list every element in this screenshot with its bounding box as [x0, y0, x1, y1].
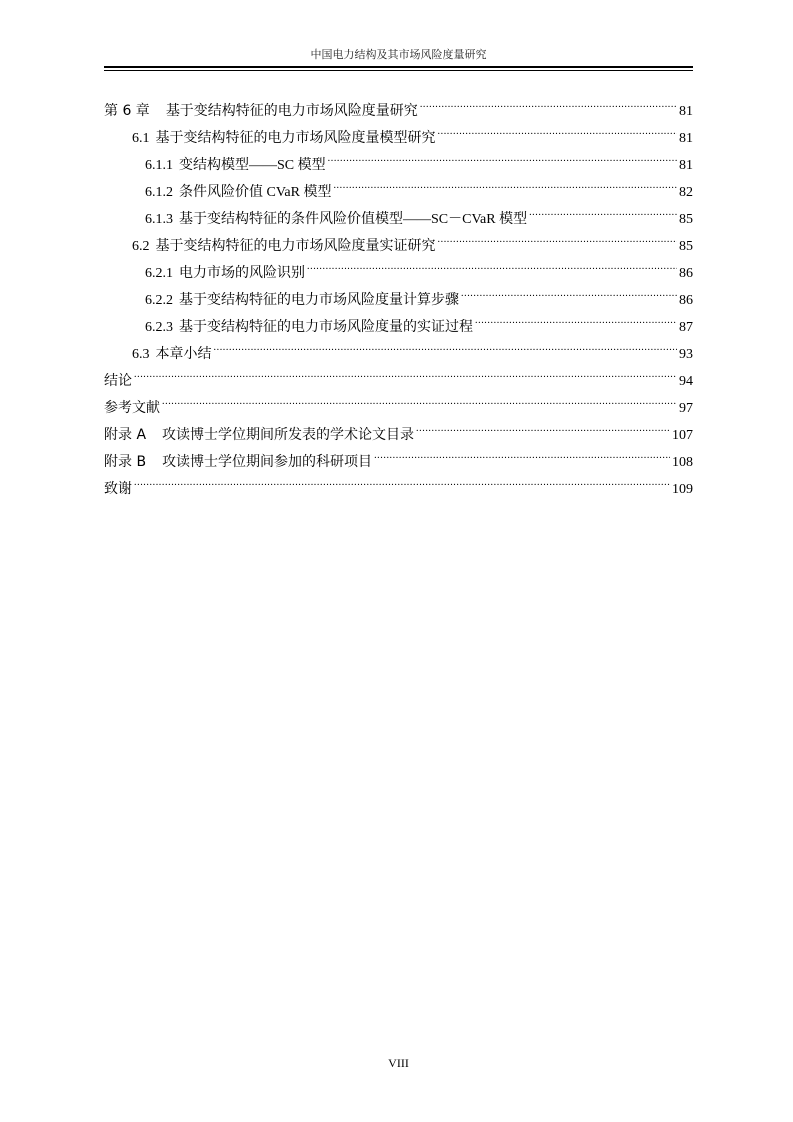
toc-entry-title: 参考文献 — [104, 400, 160, 416]
toc-entry[interactable] — [104, 88, 693, 119]
table-of-contents — [104, 88, 693, 497]
toc-leader-dots — [328, 142, 677, 169]
toc-entry-title: 致谢 — [104, 481, 132, 497]
toc-leader-dots — [420, 88, 677, 115]
toc-entry[interactable] — [104, 358, 693, 389]
toc-leader-dots — [529, 196, 677, 223]
toc-entry-page: 107 — [672, 428, 693, 443]
toc-entry-number: 6.1 — [132, 131, 150, 146]
toc-leader-dots — [307, 250, 677, 277]
page-number: VIII — [388, 1056, 409, 1070]
toc-entry-number: 6.1.2 — [145, 185, 173, 200]
toc-entry-page: 82 — [679, 185, 693, 200]
toc-leader-dots — [374, 439, 670, 466]
toc-leader-dots — [438, 223, 678, 250]
toc-entry-page: 109 — [672, 482, 693, 497]
toc-leader-dots — [416, 412, 670, 439]
toc-entry-number: 6.1.3 — [145, 212, 173, 227]
toc-entry-page: 85 — [679, 212, 693, 227]
toc-entry-number: 附录 B — [104, 454, 147, 470]
toc-entry-number: 6.2.3 — [145, 320, 173, 335]
toc-entry-number: 附录 A — [104, 427, 147, 443]
toc-entry-title: 基于变结构特征的电力市场风险度量模型研究 — [155, 131, 436, 146]
toc-entry-number: 第 6 章 — [104, 103, 150, 119]
toc-leader-dots — [461, 277, 677, 304]
toc-entry[interactable] — [104, 466, 693, 497]
toc-entry-page: 86 — [679, 293, 693, 308]
toc-leader-dots — [333, 169, 677, 196]
toc-leader-dots — [162, 385, 677, 412]
toc-entry-page: 87 — [679, 320, 693, 335]
toc-entry-title: 电力市场的风险识别 — [179, 266, 305, 281]
toc-leader-dots — [134, 466, 670, 493]
toc-entry-number: 6.2 — [132, 239, 150, 254]
toc-entry-title: 基于变结构特征的电力市场风险度量计算步骤 — [179, 293, 459, 308]
toc-leader-dots — [134, 358, 677, 385]
toc-entry-number: 6.3 — [132, 347, 150, 362]
toc-entry-page: 81 — [679, 131, 693, 146]
toc-entry-title: 结论 — [104, 373, 132, 389]
toc-entry[interactable] — [104, 385, 693, 416]
toc-entry-title: 攻读博士学位期间所发表的学术论文目录 — [162, 427, 415, 443]
toc-leader-dots — [214, 331, 678, 358]
running-header: 中国电力结构及其市场风险度量研究 — [310, 49, 487, 61]
toc-entry-title: 变结构模型——SC 模型 — [179, 158, 326, 173]
toc-entry-title: 基于变结构特征的条件风险价值模型——SC－CVaR 模型 — [179, 212, 528, 227]
toc-entry-page: 93 — [679, 347, 693, 362]
toc-entry-title: 条件风险价值 CVaR 模型 — [179, 185, 332, 200]
toc-leader-dots — [475, 304, 677, 331]
toc-entry-number: 6.2.2 — [145, 293, 173, 308]
toc-entry-page: 94 — [679, 374, 693, 389]
toc-entry-page: 108 — [672, 455, 693, 470]
header-rule-thick — [104, 66, 693, 68]
toc-leader-dots — [438, 115, 678, 142]
header-rule-thin — [104, 70, 693, 71]
toc-entry-title: 攻读博士学位期间参加的科研项目 — [162, 454, 373, 470]
toc-entry-title: 基于变结构特征的电力市场风险度量的实证过程 — [179, 320, 473, 335]
toc-entry-page: 85 — [679, 239, 693, 254]
toc-entry-number: 6.1.1 — [145, 158, 173, 173]
toc-entry-page: 81 — [679, 158, 693, 173]
toc-entry-title: 本章小结 — [155, 347, 212, 362]
toc-entry-page: 81 — [679, 104, 693, 119]
toc-entry-page: 97 — [679, 401, 693, 416]
toc-entry-title: 基于变结构特征的电力市场风险度量研究 — [165, 103, 418, 119]
toc-entry-number: 6.2.1 — [145, 266, 173, 281]
toc-entry-page: 86 — [679, 266, 693, 281]
toc-entry-title: 基于变结构特征的电力市场风险度量实证研究 — [155, 239, 436, 254]
toc-entry[interactable] — [104, 412, 693, 443]
